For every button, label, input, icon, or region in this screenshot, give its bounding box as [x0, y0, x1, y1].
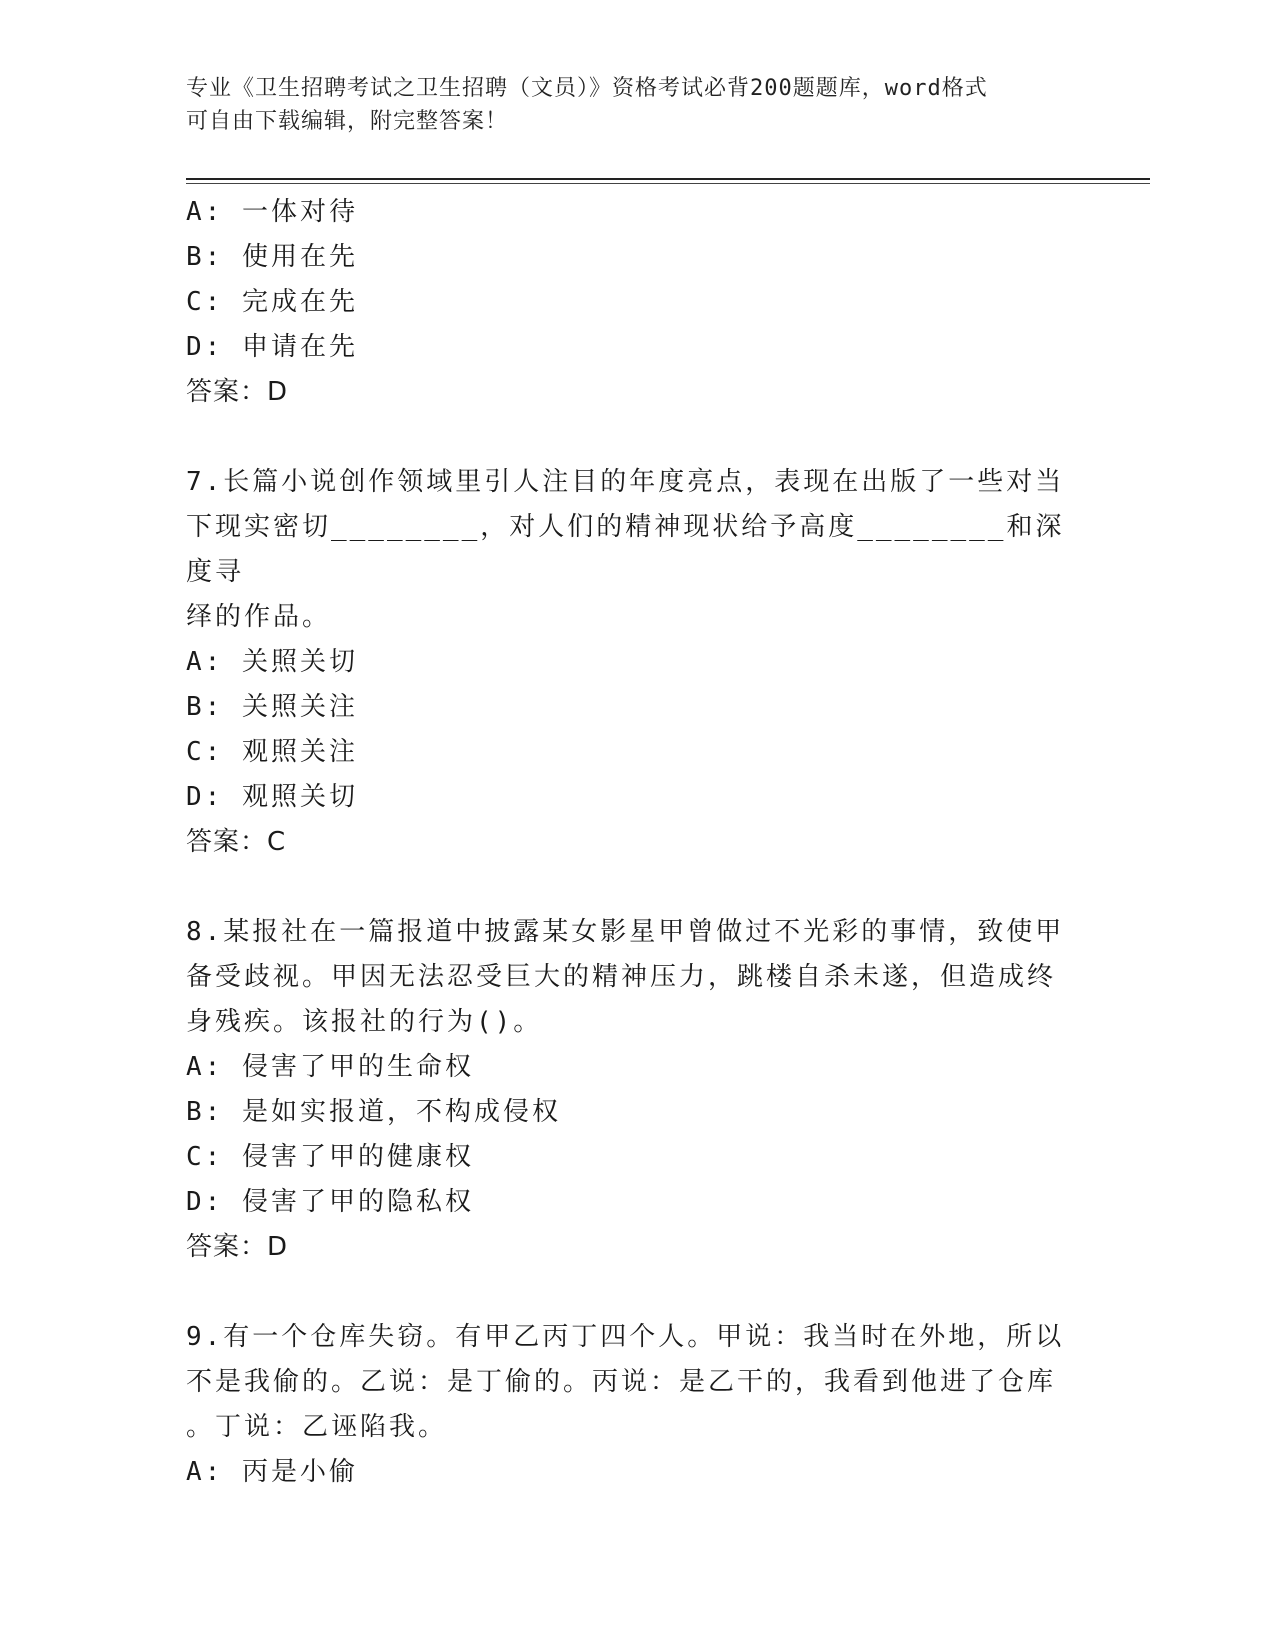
question-block-7 [186, 460, 1066, 865]
answer-label: 答案：D [186, 377, 289, 407]
header-divider-thick [186, 178, 1150, 180]
question-block-8 [186, 910, 1066, 1270]
answer-label: 答案：D [186, 1232, 289, 1262]
option-c: C: 侵害了甲的健康权 [186, 1142, 474, 1172]
question-text-line: 不是我偷的。乙说：是丁偷的。丙说：是乙干的，我看到他进了仓库 [186, 1367, 1057, 1397]
option-a: A: 丙是小偷 [186, 1457, 358, 1487]
question-block-9 [186, 1315, 1066, 1495]
question-text-line: 9.有一个仓库失窃。有甲乙丙丁四个人。甲说：我当时在外地，所以 [186, 1322, 1065, 1352]
option-a: A: 一体对待 [186, 197, 358, 227]
answer-label: 答案：C [186, 827, 287, 857]
document-header [186, 72, 1066, 138]
question-text-line: 下现实密切________，对人们的精神现状给予高度________和深度寻 [186, 512, 1065, 587]
question-text-line: 8.某报社在一篇报道中披露某女影星甲曾做过不光彩的事情，致使甲 [186, 917, 1065, 947]
header-divider-thin [186, 183, 1150, 184]
question-list [186, 190, 1066, 1495]
question-text-line: 身残疾。该报社的行为()。 [186, 1007, 543, 1037]
option-c: C: 完成在先 [186, 287, 358, 317]
header-line-2: 可自由下载编辑，附完整答案！ [186, 109, 509, 134]
question-text-line: 绎的作品。 [186, 602, 332, 632]
option-d: D: 侵害了甲的隐私权 [186, 1187, 474, 1217]
option-a: A: 侵害了甲的生命权 [186, 1052, 474, 1082]
option-a: A: 关照关切 [186, 647, 358, 677]
option-b: B: 是如实报道，不构成侵权 [186, 1097, 561, 1127]
question-text-line: 。丁说：乙诬陷我。 [186, 1412, 448, 1442]
question-text-line: 备受歧视。甲因无法忍受巨大的精神压力，跳楼自杀未遂，但造成终 [186, 962, 1057, 992]
question-block-6 [186, 190, 1066, 415]
option-b: B: 使用在先 [186, 242, 358, 272]
option-d: D: 申请在先 [186, 332, 358, 362]
question-text-line: 7.长篇小说创作领域里引人注目的年度亮点，表现在出版了一些对当 [186, 467, 1065, 497]
header-line-1: 专业《卫生招聘考试之卫生招聘（文员）》资格考试必背200题题库，word格式 [186, 76, 988, 101]
option-d: D: 观照关切 [186, 782, 358, 812]
option-c: C: 观照关注 [186, 737, 358, 767]
option-b: B: 关照关注 [186, 692, 358, 722]
